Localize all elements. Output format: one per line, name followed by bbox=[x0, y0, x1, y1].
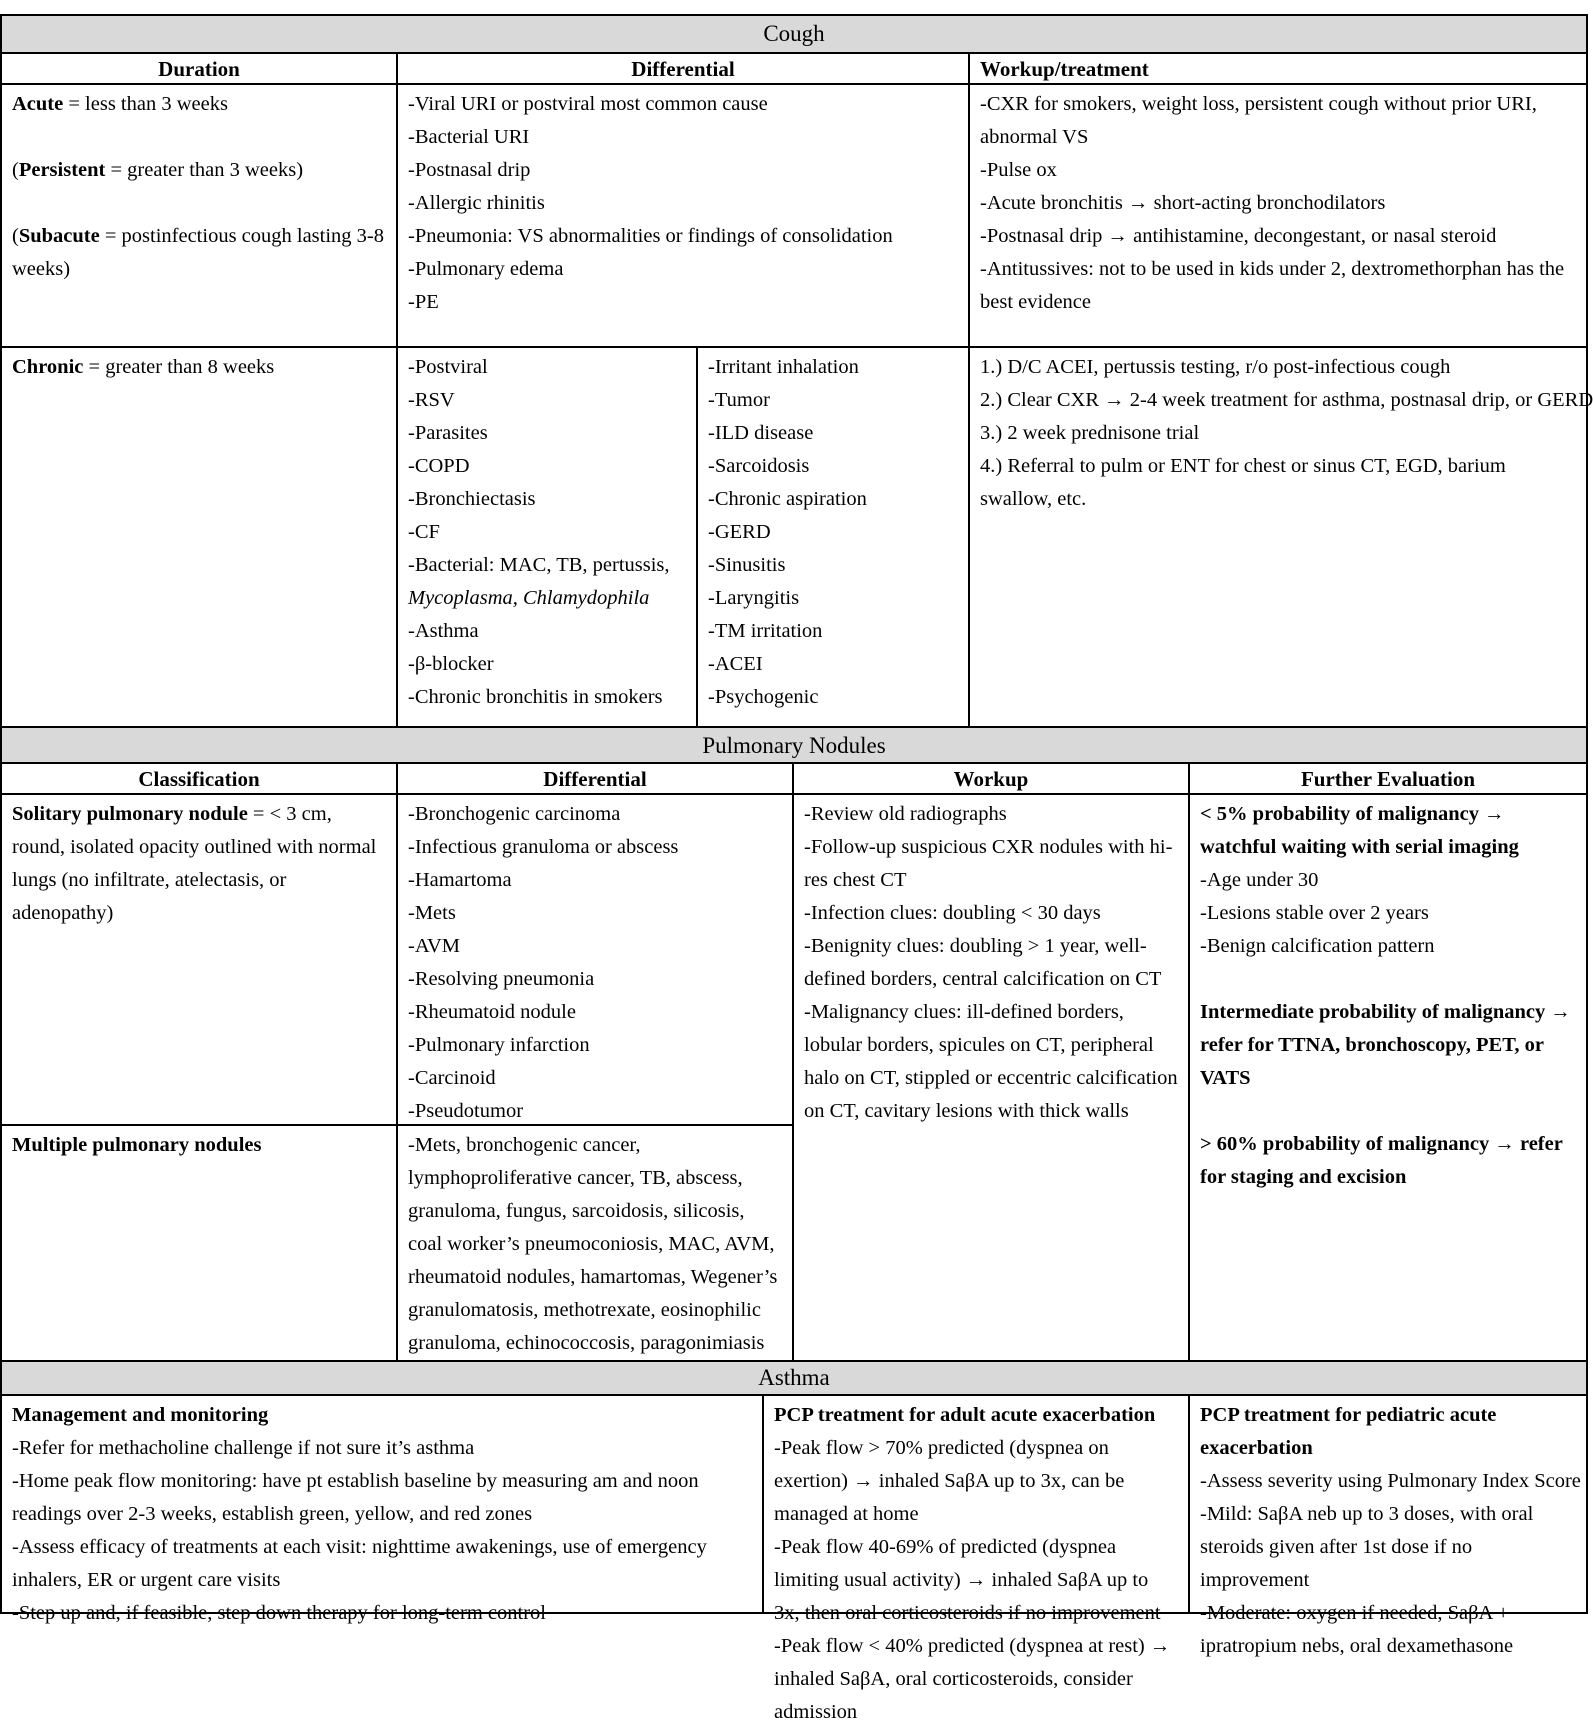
nodules-further-evaluation: < 5% probability of malignancy → watchful waiting with serial imaging -Age under 30 -Lesions stable over 2 years -Benign calcification pattern Intermediate probability of malignancy → refer for TTNA, bronchoscopy, PET, or VATS > 60% probability of malignancy → refer for staging and excision bbox=[1188, 793, 1588, 1362]
cough-chronic-differential-col1: -Postviral -RSV -Parasites -COPD -Bronchiectasis -CF -Bacterial: MAC, TB, pertussis, Mycoplasma, Chlamydophila -Asthma -β-blocker -Chronic bronchitis in smokers bbox=[396, 346, 698, 728]
asthma-section-title: Asthma bbox=[0, 1360, 1588, 1396]
cough-differential-header: Differential bbox=[396, 52, 970, 85]
asthma-pediatric-treatment: PCP treatment for pediatric acute exacerbation -Assess severity using Pulmonary Index Score -Mild: SaβA neb up to 3 doses, with oral steroids given after 1st dose if no improvement -Moderate: oxygen if needed, SaβA + ipratropium nebs, oral dexamethasone bbox=[1188, 1394, 1588, 1614]
cough-section-title: Cough bbox=[0, 14, 1588, 54]
nodules-further-header: Further Evaluation bbox=[1188, 762, 1588, 795]
nodules-multiple-classification: Multiple pulmonary nodules bbox=[0, 1124, 398, 1362]
nodules-differential-header: Differential bbox=[396, 762, 794, 795]
cough-chronic-workup: 1.) D/C ACEI, pertussis testing, r/o post-infectious cough 2.) Clear CXR → 2-4 week treatment for asthma, postnasal drip, or GERD 3.) 2 week prednisone trial 4.) Referral to pulm or ENT for chest or sinus CT, EGD, barium swallow, etc. bbox=[968, 346, 1588, 728]
nodules-workup-header: Workup bbox=[792, 762, 1190, 795]
nodules-classification-header: Classification bbox=[0, 762, 398, 795]
cough-duration-header: Duration bbox=[0, 52, 398, 85]
cough-acute-duration: Acute = less than 3 weeks (Persistent = greater than 3 weeks) (Subacute = postinfectious cough lasting 3-8 weeks) bbox=[0, 83, 398, 348]
cough-workup-header: Workup/treatment bbox=[968, 52, 1588, 85]
nodules-solitary-differential: -Bronchogenic carcinoma -Infectious granuloma or abscess -Hamartoma -Mets -AVM -Resolving pneumonia -Rheumatoid nodule -Pulmonary infarction -Carcinoid -Pseudotumor bbox=[396, 793, 794, 1126]
reference-table bbox=[0, 14, 1593, 1723]
asthma-adult-treatment: PCP treatment for adult acute exacerbation -Peak flow > 70% predicted (dyspnea on exertion) → inhaled SaβA up to 3x, can be managed at home -Peak flow 40-69% of predicted (dyspnea limiting usual activity) → inhaled SaβA up to 3x, then oral corticosteroids if no improvement -Peak flow < 40% predicted (dyspnea at rest) → inhaled SaβA, oral corticosteroids, consider admission bbox=[762, 1394, 1190, 1614]
cough-acute-differential: -Viral URI or postviral most common cause -Bacterial URI -Postnasal drip -Allergic rhinitis -Pneumonia: VS abnormalities or findings of consolidation -Pulmonary edema -PE bbox=[396, 83, 970, 348]
nodules-workup: -Review old radiographs -Follow-up suspicious CXR nodules with hi-res chest CT -Infection clues: doubling < 30 days -Benignity clues: doubling > 1 year, well-defined borders, central calcification on CT -Malignancy clues: ill-defined borders, lobular borders, spicules on CT, peripheral halo on CT, stippled or eccentric calcification on CT, cavitary lesions with thick walls bbox=[792, 793, 1190, 1362]
asthma-management: Management and monitoring -Refer for methacholine challenge if not sure it’s asthma -Home peak flow monitoring: have pt establish baseline by measuring am and noon readings over 2-3 weeks, establish green, yellow, and red zones -Assess efficacy of treatments at each visit: nighttime awakenings, use of emergency inhalers, ER or urgent care visits -Step up and, if feasible, step down therapy for long-term control bbox=[0, 1394, 764, 1614]
cough-chronic-differential-col2: -Irritant inhalation -Tumor -ILD disease -Sarcoidosis -Chronic aspiration -GERD -Sinusitis -Laryngitis -TM irritation -ACEI -Psychogenic bbox=[696, 346, 970, 728]
cough-chronic-duration: Chronic = greater than 8 weeks bbox=[0, 346, 398, 728]
nodules-section-title: Pulmonary Nodules bbox=[0, 726, 1588, 764]
nodules-multiple-differential: -Mets, bronchogenic cancer, lymphoproliferative cancer, TB, abscess, granuloma, fungus, sarcoidosis, silicosis, coal worker’s pneumoconiosis, MAC, AVM, rheumatoid nodules, hamartomas, Wegener’s granulomatosis, methotrexate, eosinophilic granuloma, echinococcosis, paragonimiasis bbox=[396, 1124, 794, 1362]
nodules-solitary-classification: Solitary pulmonary nodule = < 3 cm, round, isolated opacity outlined with normal lungs (no infiltrate, atelectasis, or adenopathy) bbox=[0, 793, 398, 1126]
cough-acute-workup: -CXR for smokers, weight loss, persistent cough without prior URI, abnormal VS -Pulse ox -Acute bronchitis → short-acting bronchodilators -Postnasal drip → antihistamine, decongestant, or nasal steroid -Antitussives: not to be used in kids under 2, dextromethorphan has the best evidence bbox=[968, 83, 1588, 348]
